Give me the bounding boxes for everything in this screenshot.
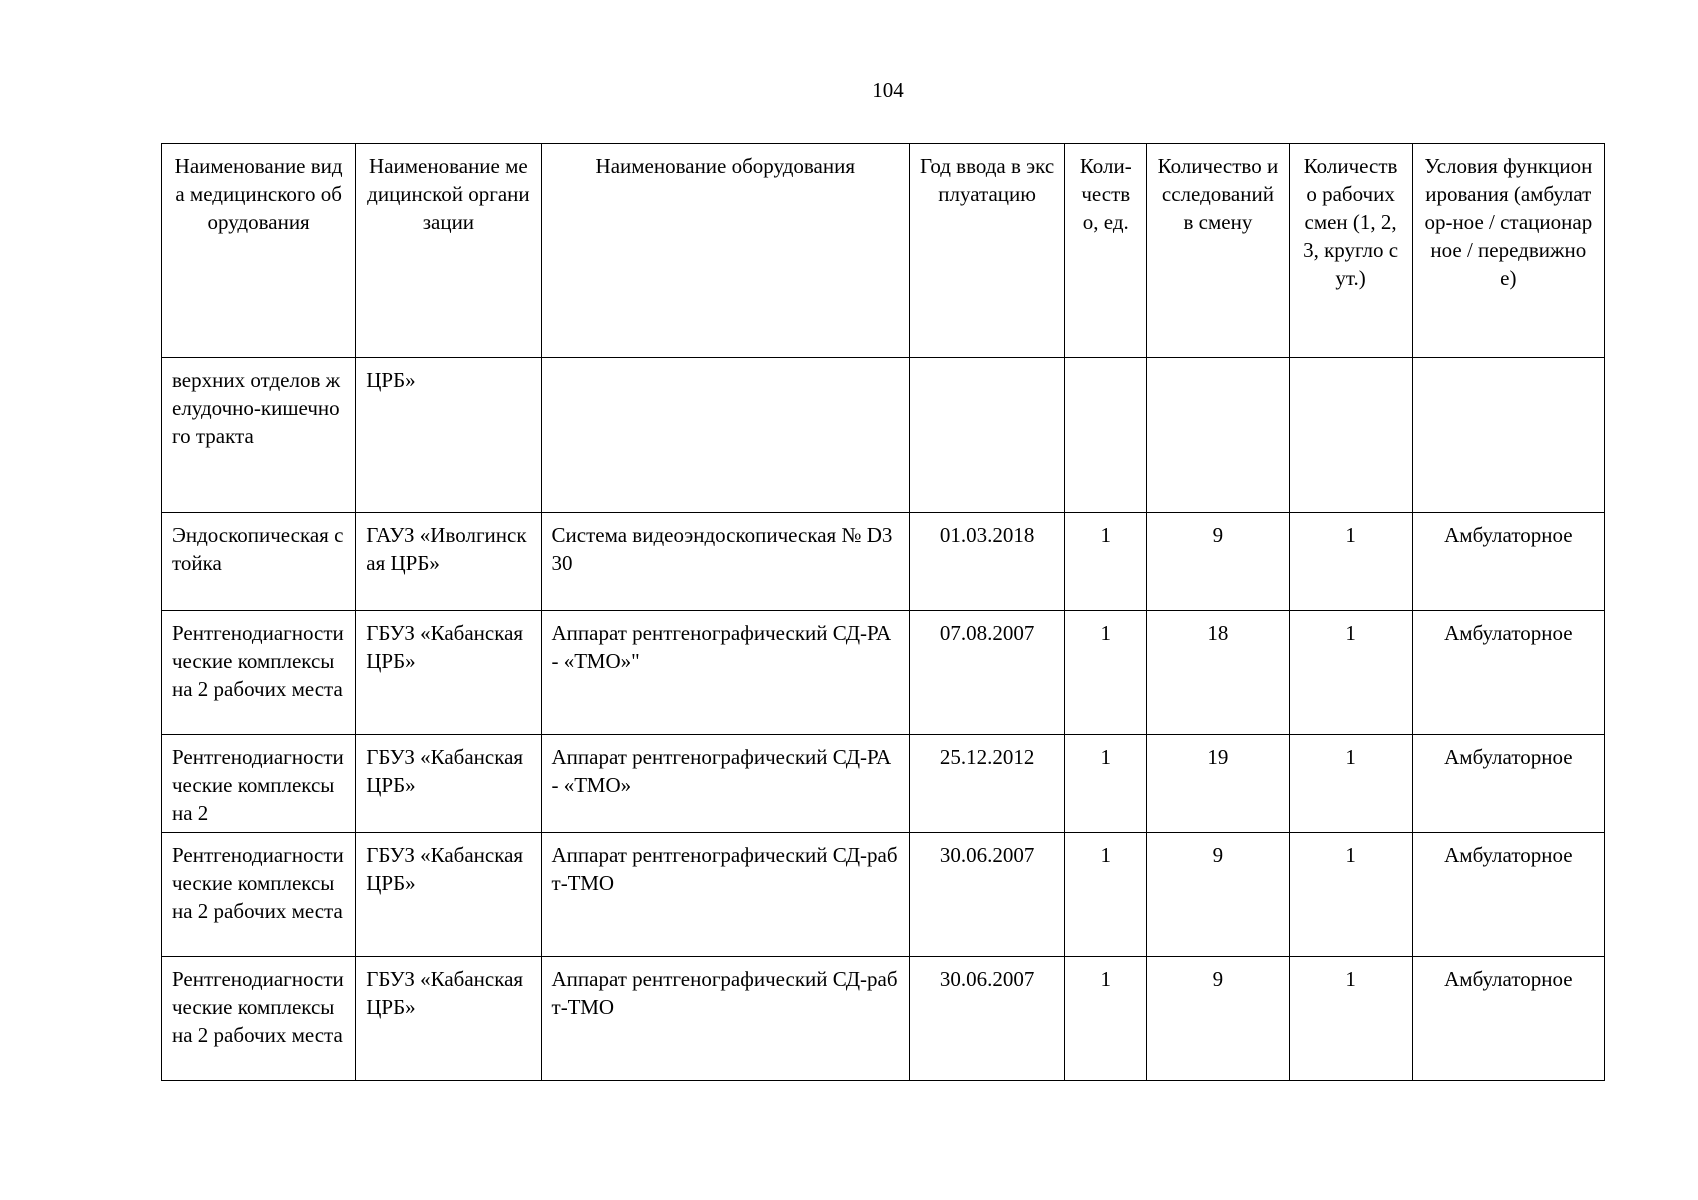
table-row	[162, 957, 1605, 1081]
cell-studies-per-shift	[1147, 358, 1289, 513]
cell-work-shifts: 1	[1289, 513, 1412, 611]
cell-commissioning-date: 30.06.2007	[910, 833, 1065, 957]
table-header-row	[162, 144, 1605, 358]
cell-quantity	[1065, 358, 1147, 513]
table-row	[162, 735, 1605, 833]
cell-studies-per-shift: 9	[1147, 513, 1289, 611]
cell-studies-per-shift: 9	[1147, 833, 1289, 957]
cell-equipment-name: Аппарат рентгенографический СД-РА - «ТМО»	[541, 735, 910, 833]
cell-work-shifts: 1	[1289, 833, 1412, 957]
cell-equipment-name: Аппарат рентгенографический СД-рабт-ТМО	[541, 833, 910, 957]
cell-studies-per-shift: 18	[1147, 611, 1289, 735]
cell-equipment-type: Рентгенодиагностические комплексы на 2 рабочих места	[162, 611, 356, 735]
cell-work-shifts: 1	[1289, 611, 1412, 735]
cell-operating-conditions: Амбулаторное	[1412, 735, 1604, 833]
cell-work-shifts: 1	[1289, 735, 1412, 833]
cell-quantity: 1	[1065, 513, 1147, 611]
cell-equipment-type: Рентгенодиагностические комплексы на 2	[162, 735, 356, 833]
cell-equipment-name: Система видеоэндоскопическая № D330	[541, 513, 910, 611]
header-studies-per-shift: Количество исследований в смену	[1147, 144, 1289, 358]
cell-studies-per-shift: 19	[1147, 735, 1289, 833]
cell-organization: ГБУЗ «Кабанская ЦРБ»	[356, 833, 541, 957]
cell-equipment-name: Аппарат рентгенографический СД-РА - «ТМО»"	[541, 611, 910, 735]
cell-operating-conditions: Амбулаторное	[1412, 957, 1604, 1081]
cell-organization: ГБУЗ «Кабанская ЦРБ»	[356, 957, 541, 1081]
table-row	[162, 358, 1605, 513]
header-commissioning-year: Год ввода в эксплуатацию	[910, 144, 1065, 358]
cell-organization: ГАУЗ «Иволгинская ЦРБ»	[356, 513, 541, 611]
cell-commissioning-date: 30.06.2007	[910, 957, 1065, 1081]
cell-equipment-name: Аппарат рентгенографический СД-рабт-ТМО	[541, 957, 910, 1081]
cell-operating-conditions	[1412, 358, 1604, 513]
cell-work-shifts	[1289, 358, 1412, 513]
cell-quantity: 1	[1065, 957, 1147, 1081]
cell-equipment-type: верхних отделов желудочно-кишечного тракта	[162, 358, 356, 513]
cell-equipment-type: Рентгенодиагностические комплексы на 2 рабочих места	[162, 957, 356, 1081]
cell-equipment-name	[541, 358, 910, 513]
cell-operating-conditions: Амбулаторное	[1412, 611, 1604, 735]
cell-organization: ЦРБ»	[356, 358, 541, 513]
cell-organization: ГБУЗ «Кабанская ЦРБ»	[356, 611, 541, 735]
cell-studies-per-shift: 9	[1147, 957, 1289, 1081]
table-row	[162, 611, 1605, 735]
table-row	[162, 833, 1605, 957]
table-row	[162, 513, 1605, 611]
cell-commissioning-date: 01.03.2018	[910, 513, 1065, 611]
cell-quantity: 1	[1065, 833, 1147, 957]
cell-quantity: 1	[1065, 735, 1147, 833]
header-equipment-type: Наименование вида медицинского оборудования	[162, 144, 356, 358]
cell-quantity: 1	[1065, 611, 1147, 735]
header-work-shifts: Количество рабочих смен (1, 2, 3, кругло сут.)	[1289, 144, 1412, 358]
cell-commissioning-date: 07.08.2007	[910, 611, 1065, 735]
cell-commissioning-date: 25.12.2012	[910, 735, 1065, 833]
equipment-table	[161, 143, 1605, 1081]
header-operating-conditions: Условия функционирования (амбулатор-ное / стационарное / передвижное)	[1412, 144, 1604, 358]
header-equipment-name: Наименование оборудования	[541, 144, 910, 358]
cell-equipment-type: Рентгенодиагностические комплексы на 2 рабочих места	[162, 833, 356, 957]
cell-operating-conditions: Амбулаторное	[1412, 513, 1604, 611]
cell-organization: ГБУЗ «Кабанская ЦРБ»	[356, 735, 541, 833]
cell-operating-conditions: Амбулаторное	[1412, 833, 1604, 957]
header-organization: Наименование медицинской организации	[356, 144, 541, 358]
cell-work-shifts: 1	[1289, 957, 1412, 1081]
cell-equipment-type: Эндоскопическая стойка	[162, 513, 356, 611]
header-quantity: Коли-чество, ед.	[1065, 144, 1147, 358]
cell-commissioning-date	[910, 358, 1065, 513]
page-number: 104	[872, 78, 904, 102]
